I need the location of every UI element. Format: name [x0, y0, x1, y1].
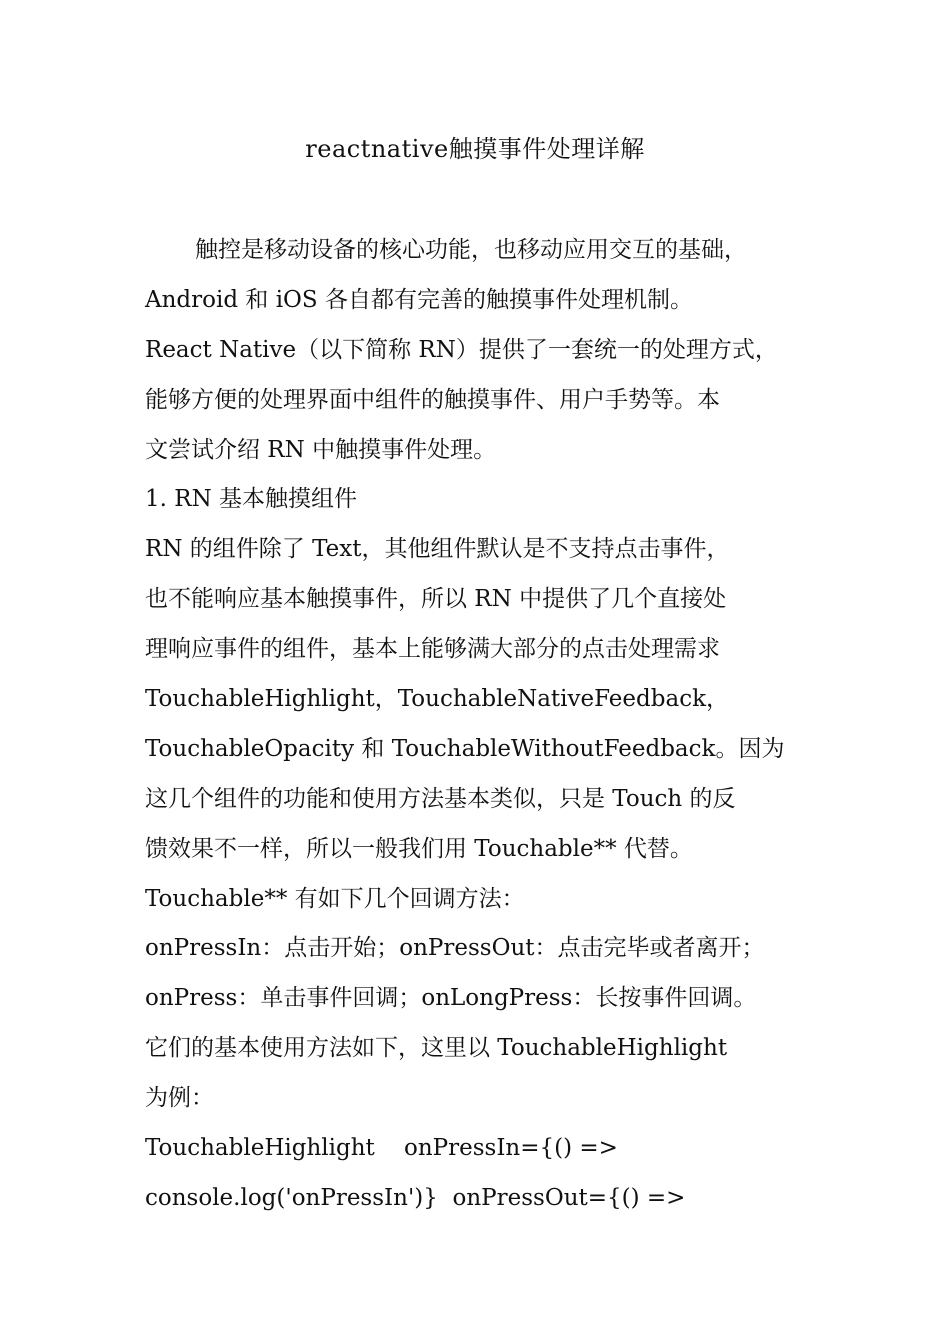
paragraph-line: 也不能响应基本触摸事件，所以 RN 中提供了几个直接处 [145, 586, 727, 613]
paragraph-line: 为例： [145, 1085, 214, 1112]
paragraph-line: 理响应事件的组件，基本上能够满大部分的点击处理需求 [145, 636, 720, 663]
paragraph-line: React Native（以下简称 RN）提供了一套统一的处理方式， [145, 336, 778, 363]
document-title: reactnative触摸事件处理详解 [305, 135, 645, 163]
paragraph-line: 这几个组件的功能和使用方法基本类似，只是 Touch 的反 [145, 785, 736, 812]
paragraph-line: 它们的基本使用方法如下，这里以 TouchableHighlight [145, 1035, 728, 1062]
paragraph-line: onPress：单击事件回调；onLongPress：长按事件回调。 [145, 985, 757, 1012]
code-line: TouchableHighlight onPressIn={() => [145, 1135, 618, 1162]
paragraph-line: TouchableOpacity 和 TouchableWithoutFeedback。因为 [145, 735, 785, 762]
paragraph-line: TouchableHighlight，TouchableNativeFeedback， [145, 686, 730, 713]
paragraph-line: 馈效果不一样，所以一般我们用 Touchable** 代替。 [145, 835, 693, 862]
paragraph-line: Android 和 iOS 各自都有完善的触摸事件处理机制。 [145, 286, 693, 313]
paragraph-line: 触控是移动设备的核心功能，也移动应用交互的基础， [195, 237, 747, 263]
paragraph-line: RN 的组件除了 Text，其他组件默认是不支持点击事件， [145, 536, 730, 563]
paragraph-line: onPressIn：点击开始；onPressOut：点击完毕或者离开； [145, 935, 765, 962]
paragraph-line: 文尝试介绍 RN 中触摸事件处理。 [145, 436, 497, 463]
code-line: console.log('onPressIn')} onPressOut={() => [145, 1184, 686, 1211]
section-heading: 1. RN 基本触摸组件 [145, 486, 358, 513]
paragraph-line: Touchable** 有如下几个回调方法： [145, 885, 525, 912]
document-body [145, 226, 825, 1224]
paragraph-line: 能够方便的处理界面中组件的触摸事件、用户手势等。本 [145, 386, 720, 413]
